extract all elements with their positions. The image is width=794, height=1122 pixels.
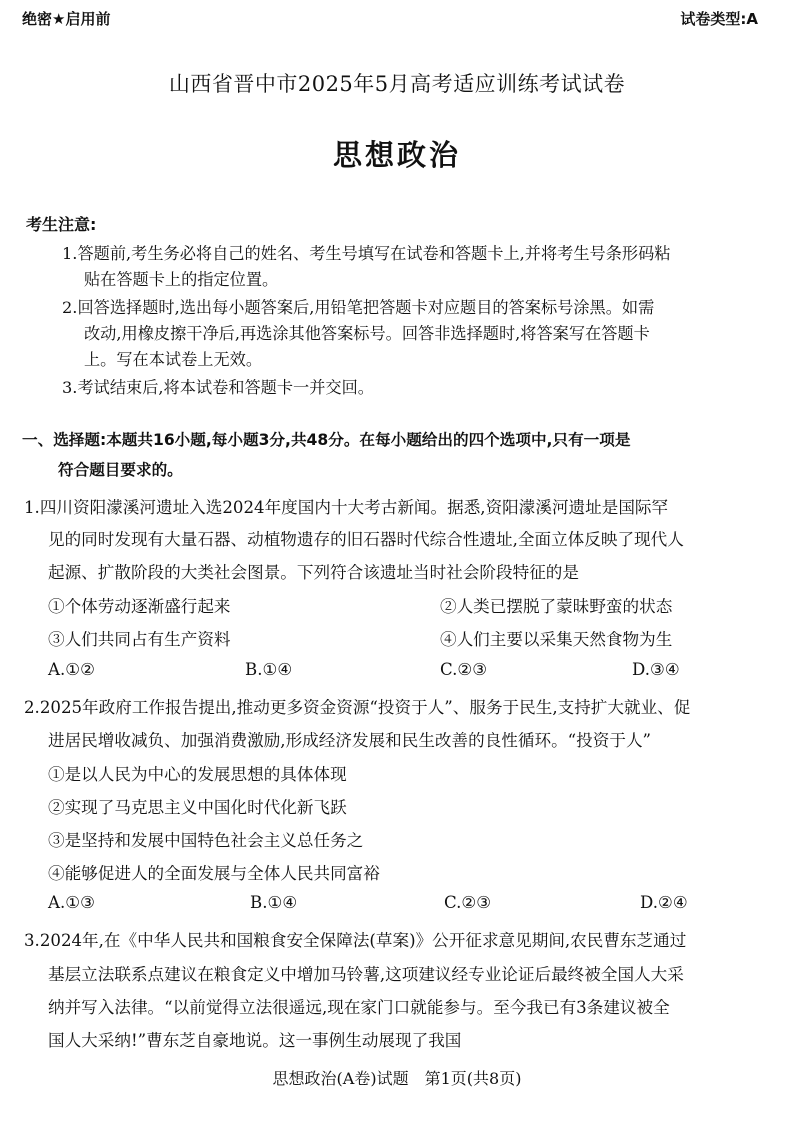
section-heading-line-2: 符合题目要求的。: [58, 461, 183, 479]
question-2-statement-4: ④能够促进人的全面发展与全体人民共同富裕: [48, 864, 380, 883]
notice-item-1-line-1: 1.答题前,考生务必将自己的姓名、考生号填写在试卷和答题卡上,并将考生号条形码粘: [62, 244, 671, 263]
question-3-stem-line-1: 3.2024年,在《中华人民共和国粮食安全保障法(草案)》公开征求意见期间,农民曹东芝通过: [24, 931, 687, 950]
question-3-stem-line-3: 纳并写入法律。“以前觉得立法很遥远,现在家门口就能参与。至今我已有3条建议被全: [48, 998, 670, 1017]
section-heading-line-1: 一、选择题:本题共16小题,每小题3分,共48分。在每小题给出的四个选项中,只有一项是: [22, 431, 631, 449]
question-1-stem-line-1: 1.四川资阳濛溪河遗址入选2024年度国内十大考古新闻。据悉,资阳濛溪河遗址是国际罕: [24, 498, 669, 517]
question-2-statement-3: ③是坚持和发展中国特色社会主义总任务之: [48, 831, 364, 850]
question-3-stem-line-4: 国人大采纳!”曹东芝自豪地说。这一事例生动展现了我国: [48, 1031, 462, 1050]
question-1-statement-2: ②人类已摆脱了蒙昧野蛮的状态: [440, 597, 673, 616]
question-2-option-b: B.①④: [250, 893, 298, 912]
question-2-stem-line-1: 2.2025年政府工作报告提出,推动更多资金资源“投资于人”、服务于民生,支持扩大就业、促: [24, 698, 691, 717]
question-1-option-d: D.③④: [632, 660, 680, 679]
notice-item-2-line-1: 2.回答选择题时,选出每小题答案后,用铅笔把答题卡对应题目的答案标号涂黑。如需: [62, 298, 655, 317]
paper-type-label: 试卷类型:A: [680, 10, 758, 28]
notice-item-2-line-2: 改动,用橡皮擦干净后,再选涂其他答案标号。回答非选择题时,将答案写在答题卡: [84, 324, 650, 343]
page-footer: 思想政治(A卷)试题 第1页(共8页): [272, 1069, 522, 1088]
question-1-stem-line-2: 见的同时发现有大量石器、动植物遗存的旧石器时代综合性遗址,全面立体反映了现代人: [48, 530, 684, 549]
question-1-statement-1: ①个体劳动逐渐盛行起来: [48, 597, 231, 616]
notice-item-1-line-2: 贴在答题卡上的指定位置。: [84, 270, 279, 289]
question-1-statement-3: ③人们共同占有生产资料: [48, 630, 231, 649]
question-1-statement-4: ④人们主要以采集天然食物为生: [440, 630, 673, 649]
confidential-label: 绝密★启用前: [22, 10, 111, 28]
question-2-option-c: C.②③: [444, 893, 492, 912]
notice-heading: 考生注意:: [26, 215, 97, 234]
notice-item-2-line-3: 上。写在本试卷上无效。: [84, 350, 263, 369]
question-2-stem-line-2: 进居民增收减负、加强消费激励,形成经济发展和民生改善的良性循环。“投资于人”: [48, 731, 652, 750]
question-2-option-a: A.①③: [48, 893, 96, 912]
question-1-option-c: C.②③: [440, 660, 488, 679]
subject-title: 思想政治: [332, 138, 461, 172]
notice-item-3: 3.考试结束后,将本试卷和答题卡一并交回。: [62, 378, 374, 397]
question-1-stem-line-3: 起源、扩散阶段的大类社会图景。下列符合该遗址当时社会阶段特征的是: [48, 563, 579, 582]
question-2-statement-1: ①是以人民为中心的发展思想的具体体现: [48, 765, 347, 784]
question-1-option-a: A.①②: [48, 660, 96, 679]
question-2-statement-2: ②实现了马克思主义中国化时代化新飞跃: [48, 798, 347, 817]
exam-title: 山西省晋中市2025年5月高考适应训练考试试卷: [168, 72, 626, 96]
question-2-option-d: D.②④: [640, 893, 688, 912]
question-1-option-b: B.①④: [245, 660, 293, 679]
question-3-stem-line-2: 基层立法联系点建议在粮食定义中增加马铃薯,这项建议经专业论证后最终被全国人大采: [48, 965, 684, 984]
